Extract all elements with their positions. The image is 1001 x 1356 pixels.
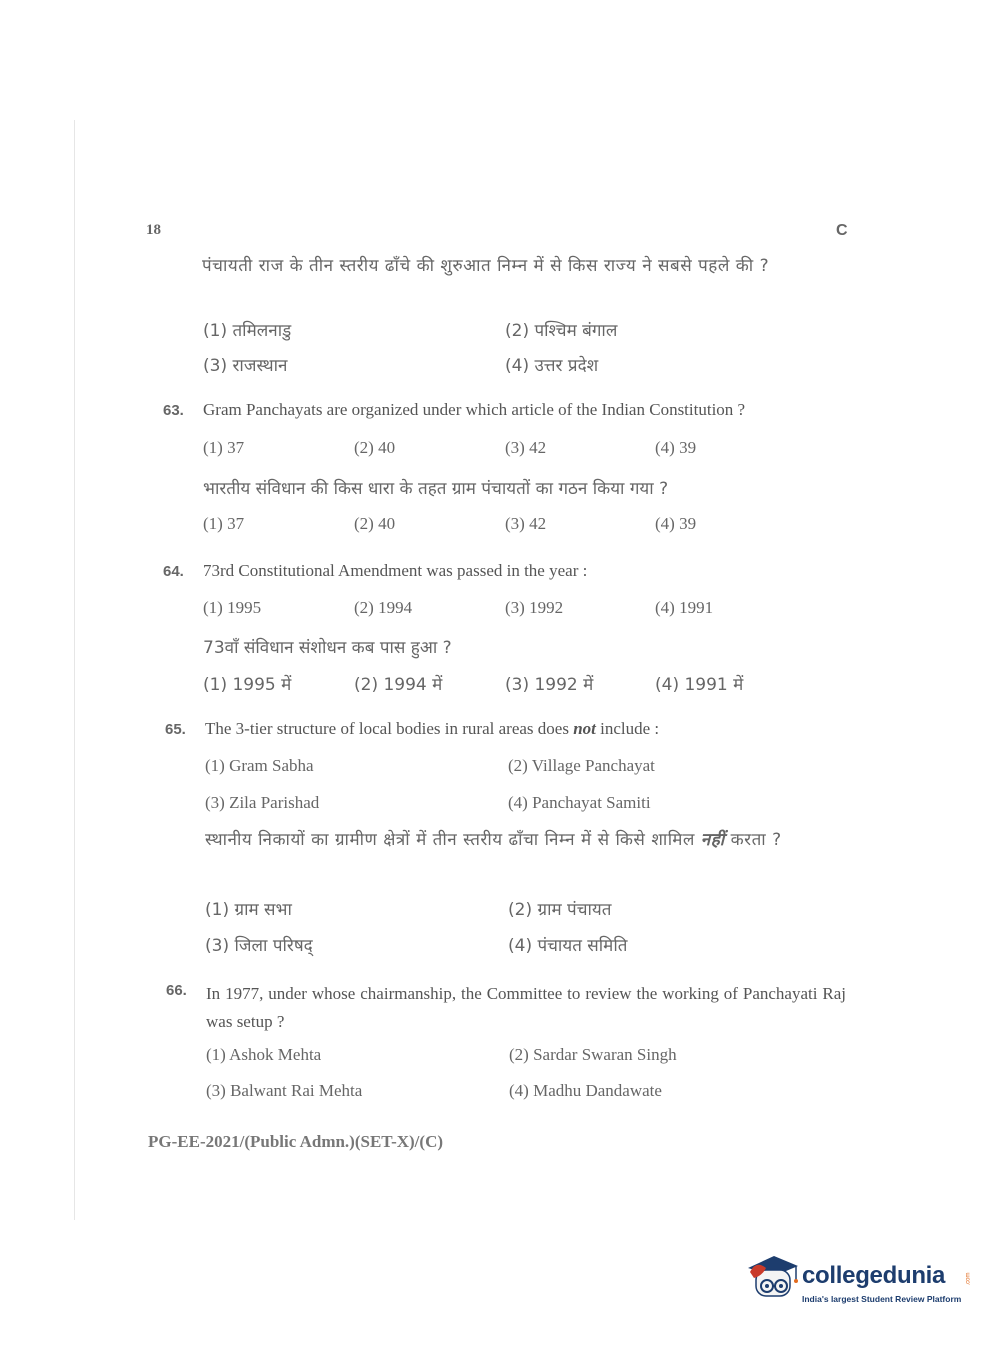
q62-option-4: (4) उत्तर प्रदेश — [505, 356, 599, 376]
q66-number: 66. — [166, 982, 187, 999]
q64-option-1: (1) 1995 — [203, 598, 262, 617]
q64-option-4: (4) 1991 — [655, 598, 714, 617]
q64-option-2: (2) 1994 — [354, 598, 413, 617]
q65-option-4: (4) Panchayat Samiti — [508, 793, 651, 812]
q63-text: Gram Panchayats are organized under which article of the Indian Constitution ? — [203, 400, 746, 419]
q65-hindi-option-2: (2) ग्राम पंचायत — [508, 900, 612, 920]
q64-hindi-text: 73वाँ संविधान संशोधन कब पास हुआ ? — [203, 638, 452, 658]
logo-wordmark: collegedunia — [802, 1262, 946, 1289]
q65-option-1: (1) Gram Sabha — [205, 756, 314, 775]
q63-option-2: (2) 40 — [354, 438, 396, 457]
q62-hindi-text: पंचायती राज के तीन स्तरीय ढाँचे की शुरुआत निम्न में से किस राज्य ने सबसे पहले की ? — [202, 256, 770, 276]
q62-option-1: (1) तमिलनाडु — [203, 321, 292, 341]
q65-text: The 3-tier structure of local bodies in rural areas does not include : — [205, 719, 660, 738]
q65-option-3: (3) Zila Parishad — [205, 793, 320, 812]
q64-hindi-option-4: (4) 1991 में — [655, 675, 744, 695]
q63-option-4: (4) 39 — [655, 438, 697, 457]
q64-hindi-option-1: (1) 1995 में — [203, 675, 292, 695]
q66-option-2: (2) Sardar Swaran Singh — [509, 1045, 677, 1064]
q62-option-3: (3) राजस्थान — [203, 356, 288, 376]
q63-number: 63. — [163, 402, 184, 419]
set-code: C — [836, 222, 848, 239]
logo-suffix: .com — [965, 1272, 972, 1286]
page-margin-line — [74, 120, 75, 1220]
q66-option-1: (1) Ashok Mehta — [206, 1045, 322, 1064]
q63-hindi-option-2: (2) 40 — [354, 514, 396, 533]
q62-option-2: (2) पश्चिम बंगाल — [505, 321, 618, 341]
q66-text: In 1977, under whose chairmanship, the Committee to review the working of Panchayati Raj was setup ? — [206, 984, 846, 1031]
q65-option-2: (2) Village Panchayat — [508, 756, 655, 775]
q64-hindi-option-2: (2) 1994 में — [354, 675, 443, 695]
page-number: 18 — [146, 222, 161, 238]
footer-code: PG-EE-2021/(Public Admn.)(SET-X)/(C) — [148, 1132, 444, 1151]
q64-text: 73rd Constitutional Amendment was passed in the year : — [203, 561, 588, 580]
collegedunia-logo — [740, 1250, 970, 1310]
logo-tagline: India's largest Student Review Platform — [802, 1294, 962, 1304]
q63-option-1: (1) 37 — [203, 438, 245, 457]
q64-option-3: (3) 1992 — [505, 598, 564, 617]
mascot-icon — [740, 1250, 802, 1310]
q65-hindi-option-3: (3) जिला परिषद् — [205, 936, 313, 956]
q63-hindi-option-1: (1) 37 — [203, 514, 245, 533]
q65-hindi-option-4: (4) पंचायत समिति — [508, 936, 628, 956]
q65-hindi-text: स्थानीय निकायों का ग्रामीण क्षेत्रों में तीन स्तरीय ढाँचा निम्न में से किसे शामिल नहीं करता ? — [205, 830, 782, 850]
q65-number: 65. — [165, 721, 186, 738]
q63-hindi-text: भारतीय संविधान की किस धारा के तहत ग्राम पंचायतों का गठन किया गया ? — [203, 479, 669, 499]
q63-hindi-option-3: (3) 42 — [505, 514, 547, 533]
q65-hindi-option-1: (1) ग्राम सभा — [205, 900, 292, 920]
q66-option-4: (4) Madhu Dandawate — [509, 1081, 662, 1100]
q64-number: 64. — [163, 563, 184, 580]
q63-hindi-option-4: (4) 39 — [655, 514, 697, 533]
q66-option-3: (3) Balwant Rai Mehta — [206, 1081, 363, 1100]
q63-option-3: (3) 42 — [505, 438, 547, 457]
q64-hindi-option-3: (3) 1992 में — [505, 675, 594, 695]
